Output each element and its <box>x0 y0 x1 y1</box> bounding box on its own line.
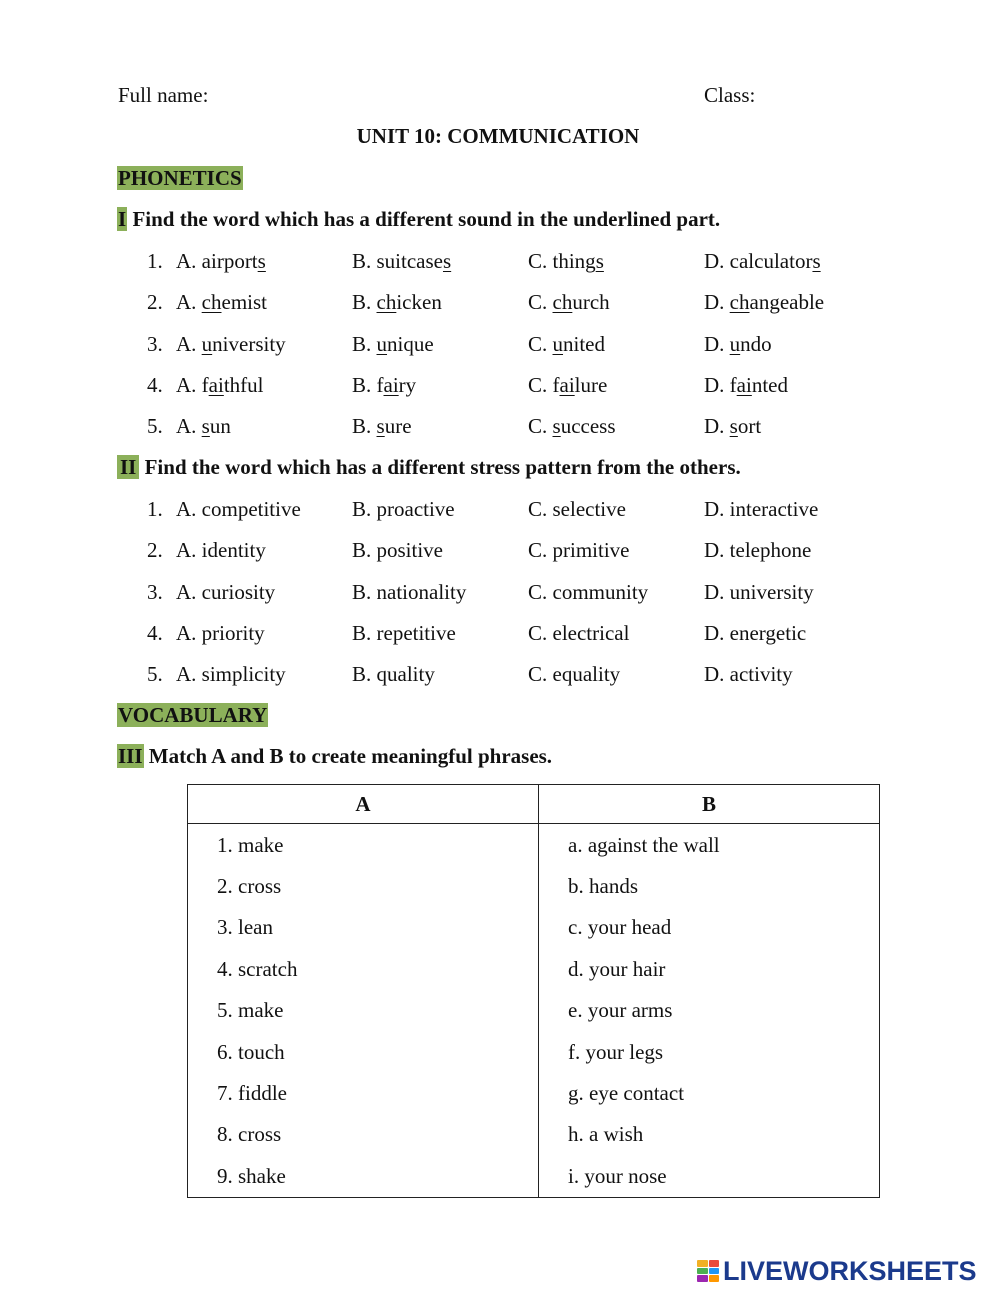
option-text-rest: nted <box>751 372 788 397</box>
exercise-1-option <box>704 372 788 398</box>
vocabulary-label: VOCABULARY <box>118 703 268 727</box>
option-text-rest: nique <box>387 331 434 356</box>
exercise-1-option <box>176 413 231 439</box>
exercise-2-item-number: 5. <box>147 662 163 687</box>
exercise-2-option: A. priority <box>176 620 265 645</box>
option-text-rest: ort <box>737 414 762 439</box>
matching-table-body <box>188 824 880 1198</box>
option-text: A. f <box>176 372 209 397</box>
underlined-part: u <box>729 331 741 356</box>
option-text-rest: urch <box>572 290 610 315</box>
option-text: C. <box>528 290 553 315</box>
exercise-2-option: A. competitive <box>176 497 301 521</box>
unit-title: UNIT 10: COMMUNICATION <box>356 124 640 148</box>
option-text: B. <box>352 414 377 439</box>
table-row <box>188 1155 880 1197</box>
exercise-1-option <box>176 289 267 315</box>
option-text: C. <box>528 331 553 356</box>
column-b-cell: i. your nose <box>539 1155 880 1197</box>
liveworksheets-logo <box>697 1256 977 1286</box>
option-text: D. calculator <box>704 249 813 273</box>
option-text-rest: uccess <box>560 414 616 439</box>
exercise-2-option: A. curiosity <box>176 579 276 604</box>
exercise-1-option <box>352 331 434 357</box>
option-text-rest: ndo <box>740 331 772 356</box>
option-text: B. suitcase <box>352 249 443 273</box>
option-text: A. <box>176 414 202 439</box>
underlined-part: ch <box>729 290 750 315</box>
option-text: D. <box>704 331 730 356</box>
exercise-2-option: B. positive <box>352 538 444 563</box>
exercise-2-item-number: 2. <box>147 538 163 563</box>
option-text: C. thing <box>528 249 596 273</box>
table-row <box>188 1114 880 1155</box>
phonetics-label: PHONETICS <box>118 166 242 190</box>
underlined-part: ch <box>552 290 573 315</box>
underlined-part: s <box>376 414 385 439</box>
underlined-part: s <box>257 249 266 273</box>
table-row <box>188 824 880 866</box>
exercise-1-instruction: Find the word which has a different sound in the underlined part. <box>132 207 721 231</box>
underlined-part: ai <box>383 372 399 397</box>
exercise-1-item-number: 2. <box>147 290 163 315</box>
liveworksheets-logo-text: LIVEWORKSHEETS <box>723 1255 977 1286</box>
option-text-rest: ry <box>398 372 417 397</box>
exercise-1-option <box>176 372 264 398</box>
exercise-2-number: II <box>117 455 139 479</box>
table-row <box>188 907 880 948</box>
option-text-rest: angeable <box>749 290 825 315</box>
matching-table-header <box>188 785 880 824</box>
option-text-rest: nited <box>563 331 606 356</box>
exercise-2-option: C. primitive <box>528 538 630 563</box>
exercise-2-option: A. identity <box>176 538 266 563</box>
underlined-part: u <box>201 331 213 356</box>
exercise-2-item-number: 4. <box>147 620 163 645</box>
option-text: C. <box>528 414 553 439</box>
exercise-2-option: D. university <box>704 579 814 604</box>
column-b-cell: a. against the wall <box>539 824 880 866</box>
exercise-1-item-number: 1. <box>147 249 163 273</box>
underlined-part: ch <box>201 290 222 315</box>
option-text-rest: thful <box>223 372 264 397</box>
exercise-3-heading <box>117 743 552 769</box>
option-text-rest: icken <box>396 290 442 315</box>
exercise-2-option: A. simplicity <box>176 662 286 687</box>
option-text: D. f <box>704 372 737 397</box>
underlined-part: ai <box>736 372 752 397</box>
column-a-cell: 8. cross <box>188 1114 539 1155</box>
exercise-2-option: C. community <box>528 579 649 604</box>
exercise-1-option <box>352 248 451 274</box>
table-row <box>188 1031 880 1072</box>
option-text: A. airport <box>176 249 258 273</box>
underlined-part: s <box>552 414 561 439</box>
matching-table <box>187 784 880 1198</box>
option-text: B. <box>352 331 377 356</box>
exercise-1-option <box>528 331 605 357</box>
table-row <box>188 990 880 1031</box>
underlined-part: s <box>729 414 738 439</box>
column-a-cell: 5. make <box>188 990 539 1031</box>
column-a-cell: 4. scratch <box>188 948 539 989</box>
column-a-cell: 3. lean <box>188 907 539 948</box>
class-label: Class: <box>704 83 756 107</box>
column-a-cell: 1. make <box>188 824 539 866</box>
exercise-1-option <box>704 248 821 274</box>
exercise-2-item-number: 1. <box>147 497 163 521</box>
option-text: D. <box>704 290 730 315</box>
exercise-1-item-number: 4. <box>147 372 163 397</box>
column-b-cell: c. your head <box>539 907 880 948</box>
column-a-cell: 2. cross <box>188 865 539 906</box>
exercise-1-item-number: 5. <box>147 414 163 439</box>
exercise-1-option <box>528 289 610 315</box>
column-a-header: A <box>188 785 539 824</box>
exercise-3-instruction: Match A and B to create meaningful phrases. <box>148 744 553 768</box>
underlined-part: s <box>442 249 452 273</box>
exercise-2-instruction: Find the word which has a different stress pattern from the others. <box>144 455 741 479</box>
exercise-2-item-number: 3. <box>147 579 163 604</box>
option-text-rest: niversity <box>212 331 286 356</box>
section-heading-phonetics <box>117 165 243 191</box>
exercise-2-option: B. nationality <box>352 579 467 604</box>
exercise-2-option: D. telephone <box>704 538 812 563</box>
option-text: A. <box>176 290 202 315</box>
exercise-1-item-number: 3. <box>147 331 163 356</box>
column-a-cell: 9. shake <box>188 1155 539 1197</box>
exercise-1-heading <box>117 206 720 232</box>
exercise-2-option: D. interactive <box>704 497 819 521</box>
option-text: B. <box>352 290 377 315</box>
column-b-cell: f. your legs <box>539 1031 880 1072</box>
exercise-1-option <box>528 248 604 274</box>
column-b-cell: g. eye contact <box>539 1072 880 1113</box>
underlined-part: ai <box>559 372 575 397</box>
exercise-1-option <box>176 248 266 274</box>
exercise-2-option: C. selective <box>528 497 626 521</box>
exercise-2-option: B. repetitive <box>352 620 456 645</box>
exercise-1-option <box>704 413 761 439</box>
underlined-part: s <box>812 249 821 273</box>
exercise-1-option <box>352 289 442 315</box>
exercise-1-option <box>704 289 824 315</box>
exercise-1-option <box>528 372 607 398</box>
exercise-1-number: I <box>118 207 127 231</box>
section-heading-vocabulary <box>117 702 268 728</box>
column-a-cell: 7. fiddle <box>188 1072 539 1113</box>
option-text-rest: un <box>209 414 231 439</box>
exercise-2-option: D. activity <box>704 662 793 687</box>
exercise-2-option: B. quality <box>352 662 435 687</box>
option-text-rest: ure <box>384 414 412 439</box>
exercise-1-option <box>352 372 416 398</box>
exercise-2-option: C. electrical <box>528 620 630 645</box>
underlined-part: u <box>376 331 388 356</box>
exercise-1-option <box>704 331 772 357</box>
exercise-3-number: III <box>118 744 143 768</box>
exercise-2-option: D. energetic <box>704 620 807 645</box>
underlined-part: u <box>552 331 564 356</box>
exercise-1-option <box>176 331 286 357</box>
table-row <box>188 1072 880 1113</box>
option-text-rest: lure <box>574 372 608 397</box>
underlined-part: ai <box>208 372 224 397</box>
option-text: A. <box>176 331 202 356</box>
liveworksheets-logo-icon <box>697 1260 719 1282</box>
option-text-rest: emist <box>221 290 267 315</box>
exercise-2-option: C. equality <box>528 662 621 687</box>
underlined-part: ch <box>376 290 397 315</box>
underlined-part: s <box>595 249 604 273</box>
table-row <box>188 948 880 989</box>
option-text: B. f <box>352 372 384 397</box>
exercise-2-option: B. proactive <box>352 497 455 521</box>
exercise-1-option <box>528 413 616 439</box>
exercise-2-heading <box>117 454 741 480</box>
underlined-part: s <box>201 414 210 439</box>
table-row <box>188 865 880 906</box>
column-a-cell: 6. touch <box>188 1031 539 1072</box>
column-b-header: B <box>539 785 880 824</box>
column-b-cell: d. your hair <box>539 948 880 989</box>
exercise-1-option <box>352 413 412 439</box>
column-b-cell: b. hands <box>539 865 880 906</box>
column-b-cell: e. your arms <box>539 990 880 1031</box>
column-b-cell: h. a wish <box>539 1114 880 1155</box>
option-text: D. <box>704 414 730 439</box>
full-name-label: Full name: <box>118 83 209 107</box>
option-text: C. f <box>528 372 560 397</box>
